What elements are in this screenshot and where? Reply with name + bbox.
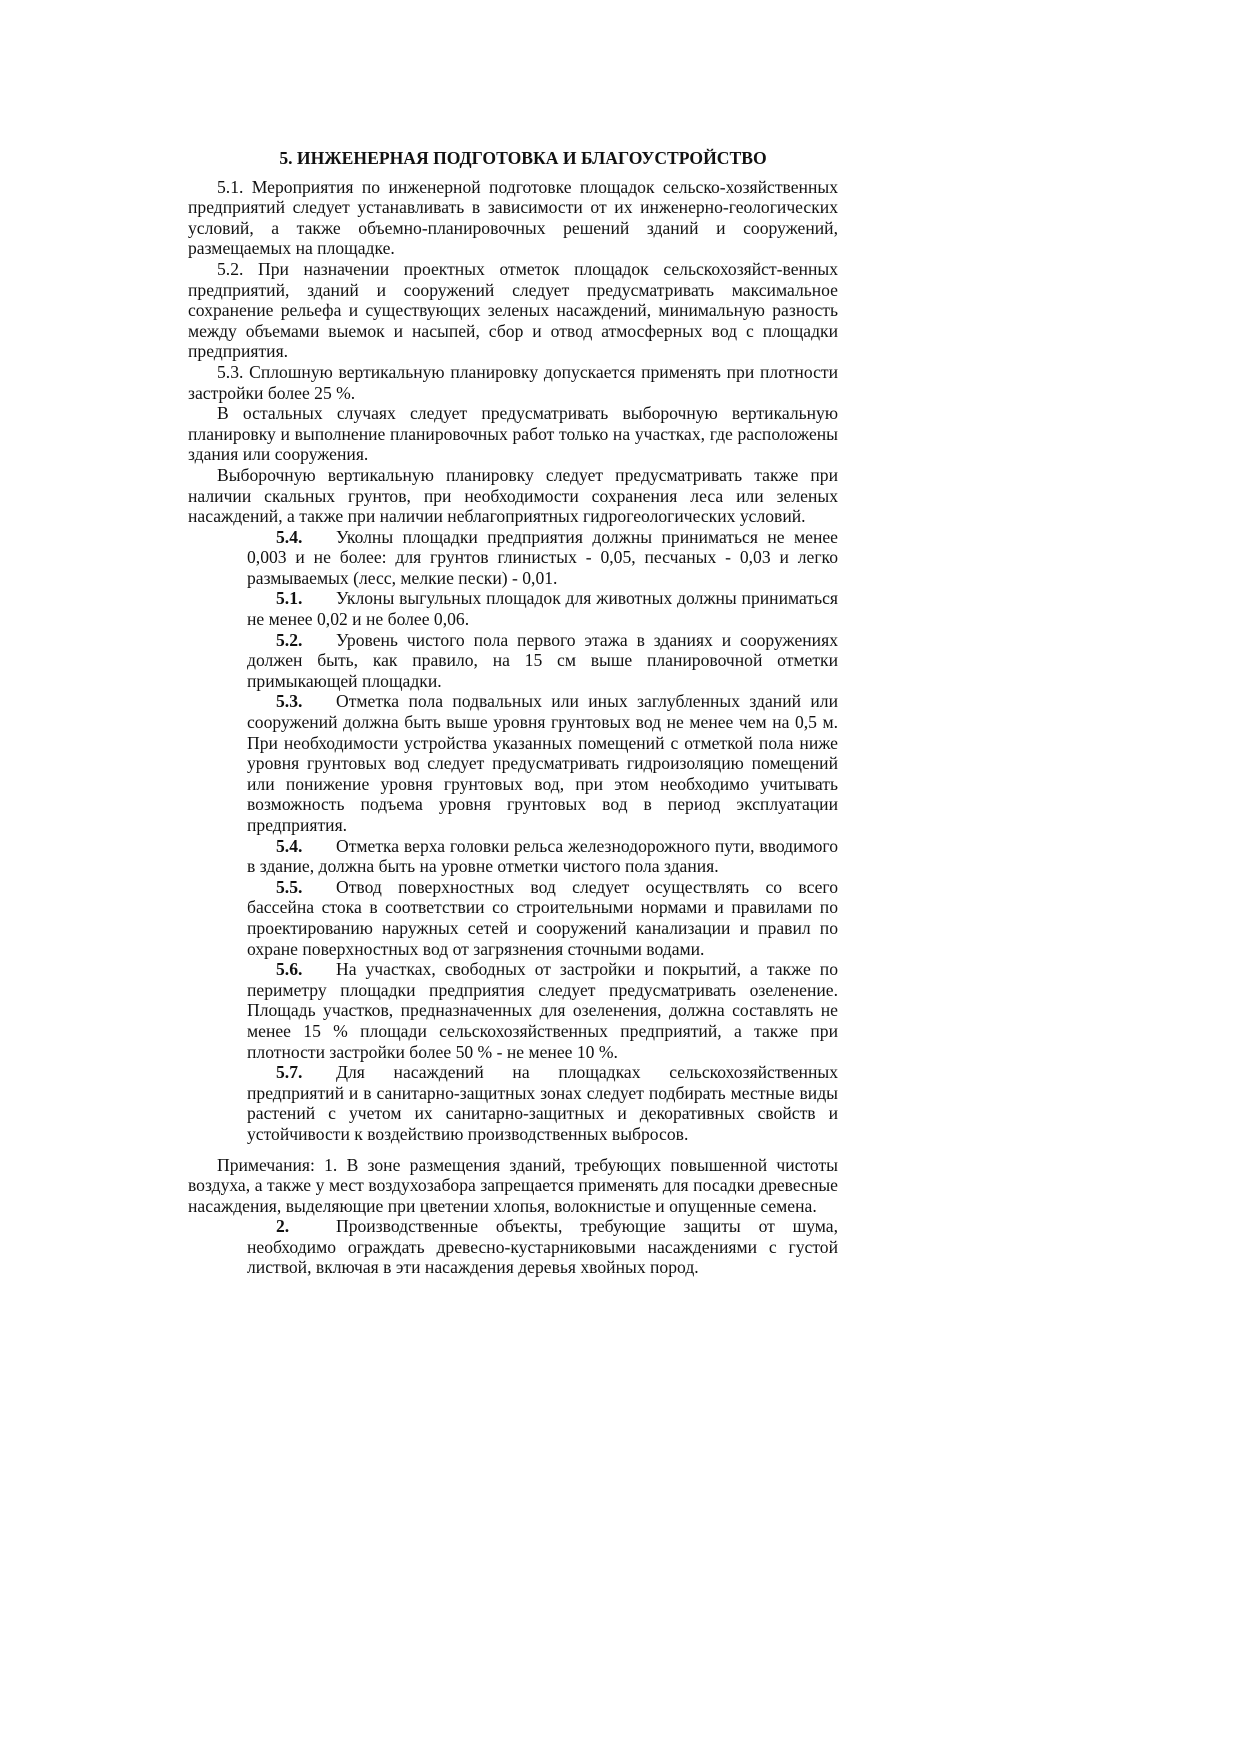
item-number: 5.6. (276, 959, 303, 980)
document-page (188, 148, 838, 1278)
paragraph-other-cases: В остальных случаях следует предусматривать выборочную вертикальную планировку и выполнение планировочных работ только на участках, где расположены здания или сооружения. (188, 403, 838, 465)
note-number: 2. (276, 1216, 290, 1237)
note-2 (247, 1216, 838, 1278)
item-text: Для насаждений на площадках сельскохозяйственных предприятий и в санитарно-защитных зонах следует подбирать местные виды растений с учетом их санитарно-защитных и декоративных свойств и устойчивости к воздействию производственных выбросов. (247, 1062, 838, 1144)
paragraph-5-1: 5.1. Мероприятия по инженерной подготовке площадок сельско-хозяйственных предприятий следует устанавливать в зависимости от их инженерно-геологических условий, а также объемно-планировочных решений зданий и сооружений, размещаемых на площадке. (188, 176, 838, 259)
note-text: Производственные объекты, требующие защиты от шума, необходимо ограждать древесно-кустарниковыми насаждениями с густой листвой, включая в эти насаждения деревья хвойных пород. (247, 1216, 838, 1278)
item-text: На участках, свободных от застройки и покрытий, а также по периметру площадки предприятия следует предусматривать озеленение. Площадь участков, предназначенных для озеленения, должна составлять не менее 15 % площади сельскохозяйственных предприятий, а также при плотности застройки более 50 % - не менее 10 %. (247, 959, 838, 1062)
list-item (247, 588, 838, 629)
list-item (247, 836, 838, 877)
list-item (247, 691, 838, 835)
item-text: Отметка верха головки рельса железнодорожного пути, вводимого в здание, должна быть на уровне отметки чистого пола здания. (247, 835, 838, 877)
item-number: 5.4. (276, 526, 303, 547)
paragraph-selective-planning: Выборочную вертикальную планировку следует предусматривать также при наличии скальных грунтов, при необходимости сохранения леса или зеленых насаждений, а также при наличии неблагоприятных гидрогеологических условий. (188, 464, 838, 527)
paragraph-5-2: 5.2. При назначении проектных отметок площадок сельскохозяйст-венных предприятий, зданий и сооружений следует предусматривать максимальное сохранение рельефа и существующих зеленых насаждений, минимальную разность между объемами выемок и насыпей, сбор и отвод атмосферных вод с площадки предприятия. (188, 258, 838, 362)
item-text: Уколны площадки предприятия должны приниматься не менее 0,003 и не более: для грунтов глинистых - 0,05, песчаных - 0,03 и легко размываемых (лесс, мелкие пески) - 0,01. (247, 526, 838, 588)
item-number: 5.2. (276, 629, 303, 650)
item-text: Уровень чистого пола первого этажа в зданиях и сооружениях должен быть, как правило, на 15 см выше планировочной отметки примыкающей площадки. (247, 629, 838, 691)
section-title: 5. ИНЖЕНЕРНАЯ ПОДГОТОВКА И БЛАГОУСТРОЙСТВО (279, 148, 767, 168)
item-text: Отметка пола подвальных или иных заглубленных зданий или сооружений должна быть выше уровня грунтовых вод не менее чем на 0,5 м. При необходимости устройства указанных помещений с отметкой пола ниже уровня грунтовых вод следует предусматривать гидроизоляцию помещений или понижение уровня грунтовых вод, при этом необходимо учитывать возможность подъема уровня грунтовых вод в период эксплуатации предприятия. (247, 691, 838, 835)
list-item (247, 630, 838, 692)
list-item (247, 959, 838, 1062)
list-item (247, 1062, 838, 1144)
item-number: 5.1. (276, 588, 303, 609)
item-text: Отвод поверхностных вод следует осуществлять со всего бассейна стока в соответствии со строительными нормами и правилами по проектированию наружных сетей и сооружений канализации и правил по охране поверхностных вод от загрязнения сточными водами. (247, 876, 838, 959)
item-number: 5.5. (276, 876, 303, 897)
list-item (247, 877, 838, 959)
list-item (247, 527, 838, 589)
item-number: 5.7. (276, 1062, 303, 1083)
item-text: Уклоны выгульных площадок для животных должны приниматься не менее 0,02 и не более 0,06. (247, 588, 838, 630)
note-1: Примечания: 1. В зоне размещения зданий, требующих повышенной чистоты воздуха, а также у мест воздухозабора запрещается применять для посадки древесные насаждения, выделяющие при цветении хлопья, волокнистые и опущенные семена. (188, 1154, 838, 1216)
paragraph-5-3: 5.3. Сплошную вертикальную планировку допускается применять при плотности застройки более 25 %. (188, 361, 838, 403)
item-number: 5.4. (276, 835, 303, 856)
item-number: 5.3. (276, 691, 303, 712)
